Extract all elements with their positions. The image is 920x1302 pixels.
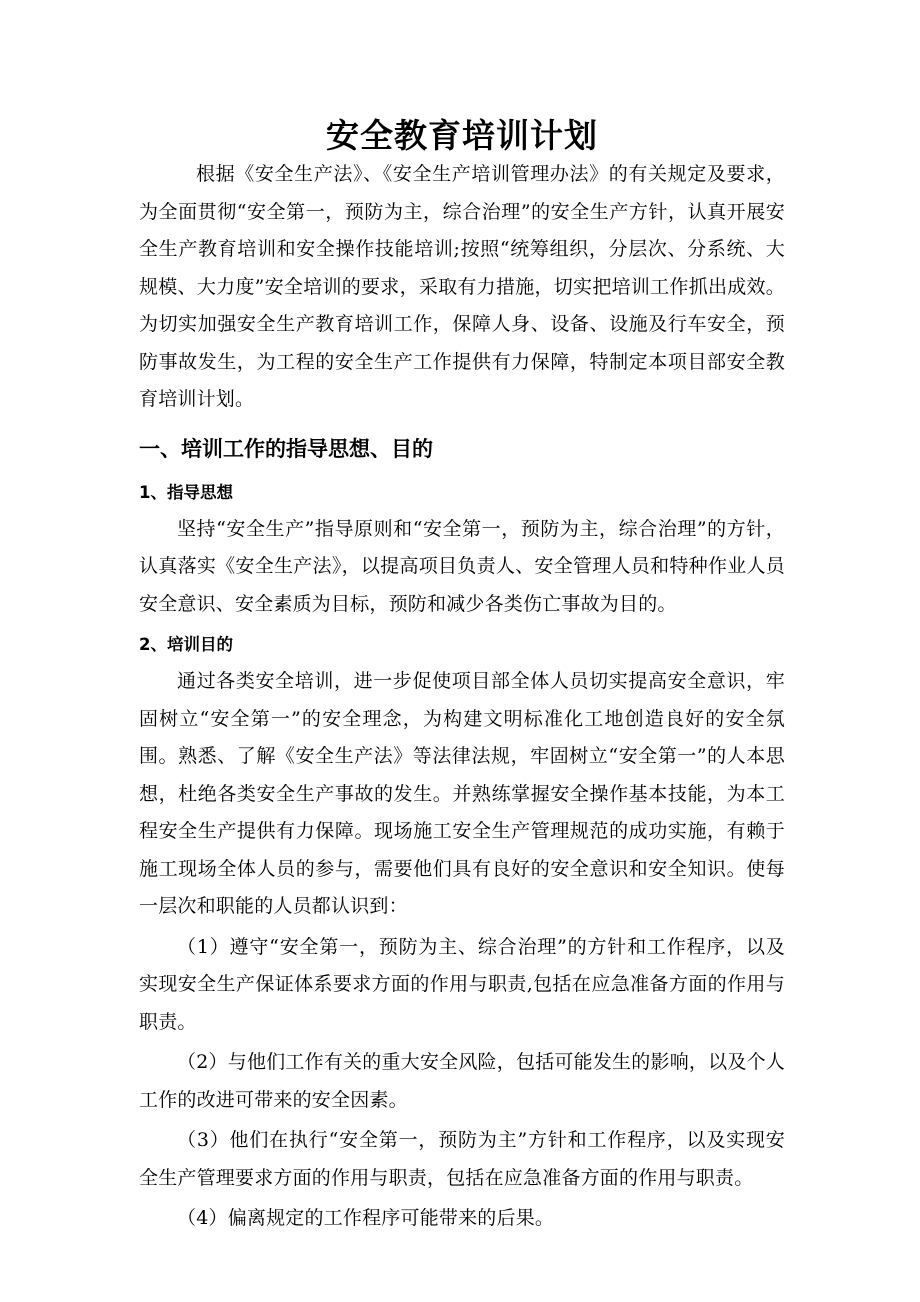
- training-purpose-paragraph: 通过各类安全培训，进一步促使项目部全体人员切实提高安全意识，牢固树立“安全第一”的安全理念，为构建文明标准化工地创造良好的安全氛围。熟悉、了解《安全生产法》等法律法规，牢固树立“安全第一”的人本思想，杜绝各类安全生产事故的发生。并熟练掌握安全操作基本技能，为本工程安全生产提供有力保障。现场施工安全生产管理规范的成功实施，有赖于施工现场全体人员的参与，需要他们具有良好的安全意识和安全知识。使每一层次和职能的人员都认识到：: [139, 670, 785, 917]
- list-item: （2）与他们工作有关的重大安全风险，包括可能发生的影响，以及个人工作的改进可带来的安全因素。: [139, 1051, 785, 1111]
- subsection-heading-training-purpose: 2、培训目的: [139, 635, 233, 654]
- section-heading: 一、培训工作的指导思想、目的: [139, 436, 433, 461]
- list-item: （1）遵守“安全第一，预防为主、综合治理”的方针和工作程序，以及实现安全生产保证体系要求方面的作用与职责,包括在应急准备方面的作用与职责。: [139, 935, 785, 1033]
- guiding-ideology-paragraph: 坚持“安全生产”指导原则和“安全第一，预防为主，综合治理”的方针，认真落实《安全生产法》，以提高项目负责人、安全管理人员和特种作业人员安全意识、安全素质为目标，预防和减少各类伤亡事故为目的。: [139, 517, 785, 615]
- intro-paragraph: 根据《安全生产法》、《安全生产培训管理办法》的有关规定及要求，为全面贯彻“安全第一，预防为主，综合治理”的安全生产方针，认真开展安全生产教育培训和安全操作技能培训;按照“统筹组织，分层次、分系统、大规模、大力度”安全培训的要求，采取有力措施，切实把培训工作抓出成效。为切实加强安全生产教育培训工作，保障人身、设备、设施及行车安全，预防事故发生，为工程的安全生产工作提供有力保障，特制定本项目部安全教育培训计划。: [139, 163, 785, 410]
- document-body: [139, 112, 785, 1238]
- list-item: （3）他们在执行“安全第一，预防为主”方针和工作程序，以及实现安全生产管理要求方面的作用与职责，包括在应急准备方面的作用与职责。: [139, 1129, 785, 1189]
- document-title: 安全教育培训计划: [326, 116, 598, 155]
- list-item: （4）偏离规定的工作程序可能带来的后果。: [177, 1207, 555, 1229]
- subsection-heading-guiding-ideology: 1、指导思想: [139, 482, 233, 502]
